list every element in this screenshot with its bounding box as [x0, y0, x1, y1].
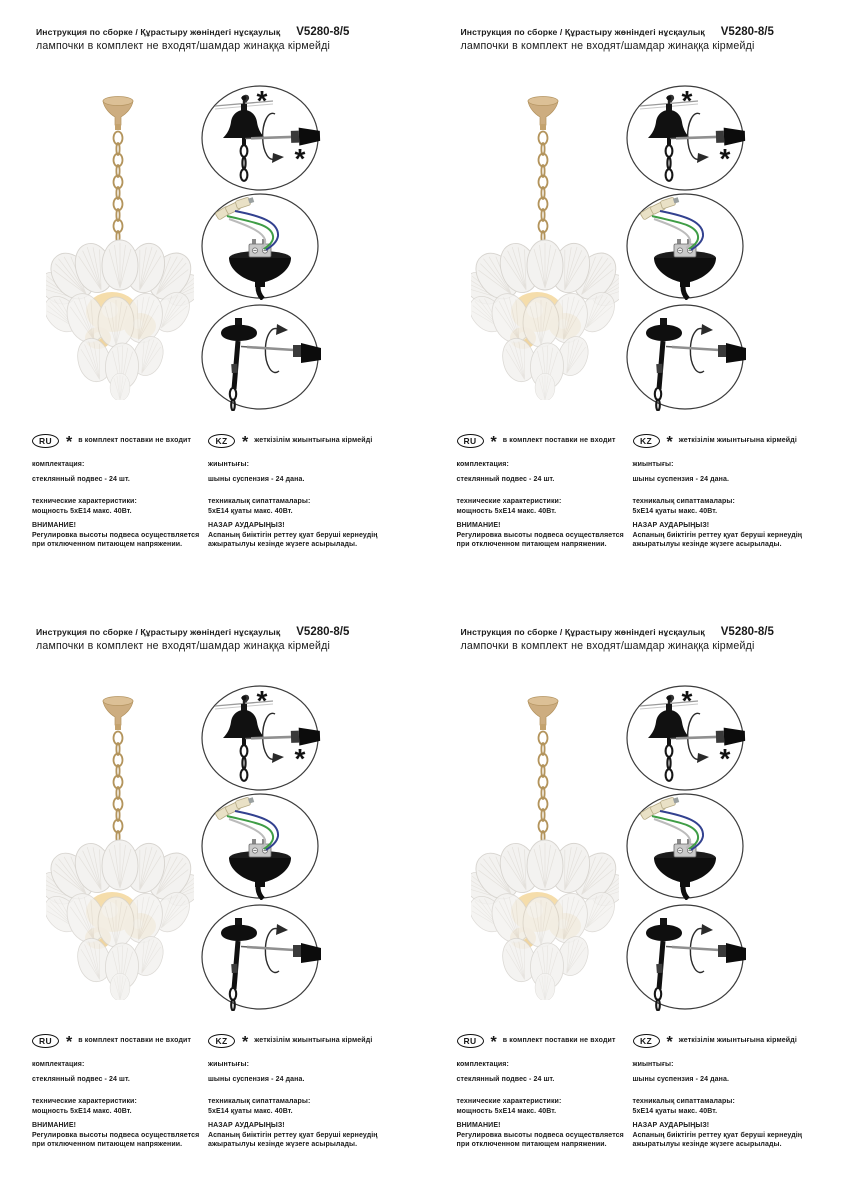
sheet-header	[461, 26, 831, 52]
assembly-title: Инструкция по сборке / Құрастыру жөніндегі нұсқаулық	[460, 27, 705, 37]
ru-kit-label: комплектация:	[456, 461, 509, 468]
ru-kit-item: стеклянный подвес - 24 шт.	[32, 1075, 130, 1083]
kz-not-included-note: жеткізілім жиынтығына кірмейді	[254, 1037, 373, 1044]
kz-warning-text: Аспаның биіктігін реттеу қуат беруші кернеудің ажыратылуы кезінде жүзеге асырылады.	[632, 1131, 803, 1148]
kz-section	[633, 1034, 838, 1150]
ru-kit-label: комплектация:	[32, 1061, 85, 1068]
ru-tech-label: технические характеристики:	[32, 1098, 137, 1105]
ru-section	[457, 1034, 637, 1150]
ru-section	[457, 434, 637, 550]
kz-kit-label: жиынтығы:	[208, 1061, 250, 1068]
model-number: V5280-8/5	[296, 626, 350, 638]
ru-kit-label: комплектация:	[32, 461, 85, 468]
kz-kit-label: жиынтығы:	[632, 461, 674, 468]
kz-kit-item: шыны суспензия - 24 дана.	[208, 1075, 305, 1083]
kz-lang-row	[633, 434, 838, 451]
kz-warning-text: Аспаның биіктігін реттеу қуат беруші кернеудің ажыратылуы кезінде жүзеге асырылады.	[208, 1131, 378, 1148]
bulbs-note: лампочки в комплект не входят/шамдар жинаққа кірмейді	[460, 40, 755, 52]
asterisk-icon: *	[256, 85, 268, 116]
kz-kit-label: жиынтығы:	[208, 461, 250, 468]
model-number: V5280-8/5	[296, 26, 350, 38]
bulbs-note: лампочки в комплект не входят/шамдар жинаққа кірмейді	[460, 640, 755, 652]
asterisk-icon: *	[719, 143, 730, 174]
kz-not-included-note: жеткізілім жиынтығына кірмейді	[678, 1037, 797, 1044]
kz-not-included-note: жеткізілім жиынтығына кірмейді	[254, 437, 373, 444]
ru-warning-title: ВНИМАНИЕ!	[456, 522, 501, 529]
asterisk-icon: *	[666, 434, 673, 451]
ru-tech-label: технические характеристики:	[32, 498, 137, 505]
chain-icon	[114, 132, 123, 255]
model-number: V5280-8/5	[720, 626, 774, 638]
ru-kit-item: стеклянный подвес - 24 шт.	[32, 475, 130, 483]
instruction-sheet	[0, 600, 425, 1200]
asterisk-icon: *	[681, 685, 692, 716]
instruction-sheet	[425, 0, 849, 600]
step2-wiring-diagram	[199, 192, 321, 300]
ru-kit-item: стеклянный подвес - 24 шт.	[456, 475, 555, 483]
kz-warning-title: НАЗАР АУДАРЫҢЫЗ!	[208, 1122, 285, 1129]
kz-badge: KZ	[633, 434, 660, 448]
kz-section	[208, 1034, 413, 1150]
ru-kit-item: стеклянный подвес - 24 шт.	[456, 1075, 555, 1083]
kz-badge: KZ	[208, 1034, 235, 1048]
kz-tech-value: 5хЕ14 қуаты макс. 40Вт.	[632, 1107, 718, 1115]
header-line1	[36, 626, 406, 638]
bulbs-note: лампочки в комплект не входят/шамдар жинаққа кірмейді	[36, 40, 331, 52]
ru-tech-label: технические характеристики:	[456, 498, 562, 505]
kz-warning-title: НАЗАР АУДАРЫҢЫЗ!	[632, 1122, 710, 1129]
ru-tech-value: мощность 5хЕ14 макс. 40Вт.	[456, 1107, 557, 1115]
ru-warning-text: Регулировка высоты подвеса осуществляется при отключенном питающем напряжении.	[32, 1131, 200, 1148]
step1-mount-diagram	[199, 84, 321, 192]
ru-badge: RU	[32, 1034, 59, 1048]
asterisk-icon: *	[719, 743, 730, 774]
ru-warning-title: ВНИМАНИЕ!	[32, 1122, 77, 1129]
ru-badge: RU	[457, 434, 484, 448]
step2-wiring-diagram	[624, 792, 746, 900]
step2-wiring-diagram	[199, 792, 321, 900]
ru-section	[32, 434, 212, 550]
ru-not-included-note: в комплект поставки не входит	[78, 1037, 192, 1044]
sheet-header	[36, 26, 406, 52]
kz-kit-label: жиынтығы:	[632, 1061, 674, 1068]
gold-canopy-icon	[103, 697, 133, 731]
ru-not-included-note: в комплект поставки не входит	[78, 437, 192, 444]
step3-adjust-diagram	[624, 903, 746, 1011]
ru-section	[32, 1034, 212, 1150]
assembly-title: Инструкция по сборке / Құрастыру жөніндегі нұсқаулық	[36, 627, 281, 637]
ru-warning-title: ВНИМАНИЕ!	[32, 522, 77, 529]
ru-tech-value: мощность 5хЕ14 макс. 40Вт.	[456, 507, 557, 515]
sheet-header	[36, 626, 406, 652]
asterisk-icon: *	[66, 1034, 73, 1051]
ru-tech-label: технические характеристики:	[456, 1098, 562, 1105]
kz-warning-title: НАЗАР АУДАРЫҢЫЗ!	[632, 522, 710, 529]
ru-tech-value: мощность 5хЕ14 макс. 40Вт.	[32, 1107, 132, 1115]
instruction-sheet	[0, 0, 425, 600]
kz-kit-item: шыны суспензия - 24 дана.	[632, 1075, 730, 1083]
gold-canopy-icon	[528, 697, 558, 731]
bulbs-note: лампочки в комплект не входят/шамдар жинаққа кірмейді	[36, 640, 331, 652]
kz-badge: KZ	[633, 1034, 660, 1048]
asterisk-icon: *	[242, 434, 249, 451]
kz-warning-text: Аспаның биіктігін реттеу қуат беруші кернеудің ажыратылуы кезінде жүзеге асырылады.	[208, 531, 378, 548]
chain-icon	[538, 732, 547, 855]
step1-mount-diagram	[624, 84, 746, 192]
model-number: V5280-8/5	[720, 26, 774, 38]
kz-tech-label: техникалық сипаттамалары:	[208, 1098, 311, 1105]
kz-section	[208, 434, 413, 550]
asterisk-icon: *	[294, 743, 306, 774]
chandelier-illustration	[46, 688, 194, 1000]
asterisk-icon: *	[666, 1034, 673, 1051]
chandelier-illustration	[471, 88, 619, 400]
kz-warning-title: НАЗАР АУДАРЫҢЫЗ!	[208, 522, 285, 529]
ru-not-included-note: в комплект поставки не входит	[502, 1037, 616, 1044]
asterisk-icon: *	[256, 685, 268, 716]
ru-tech-value: мощность 5хЕ14 макс. 40Вт.	[32, 507, 132, 515]
step3-adjust-diagram	[199, 303, 321, 411]
ru-badge: RU	[457, 1034, 484, 1048]
kz-lang-row	[208, 1034, 413, 1051]
kz-badge: KZ	[208, 434, 235, 448]
step1-mount-diagram	[199, 684, 321, 792]
step3-adjust-diagram	[624, 303, 746, 411]
gold-canopy-icon	[103, 97, 133, 131]
ru-warning-text: Регулировка высоты подвеса осуществляется при отключенном питающем напряжении.	[456, 531, 624, 548]
header-line1	[461, 26, 831, 38]
kz-tech-value: 5хЕ14 қуаты макс. 40Вт.	[632, 507, 718, 515]
kz-lang-row	[633, 1034, 838, 1051]
kz-kit-item: шыны суспензия - 24 дана.	[208, 475, 305, 483]
kz-tech-label: техникалық сипаттамалары:	[632, 498, 735, 505]
kz-section	[633, 434, 838, 550]
ru-lang-row	[32, 1034, 212, 1051]
ru-lang-row	[32, 434, 212, 451]
chandelier-illustration	[471, 688, 619, 1000]
gold-canopy-icon	[528, 97, 558, 131]
ru-kit-label: комплектация:	[456, 1061, 509, 1068]
kz-tech-value: 5хЕ14 қуаты макс. 40Вт.	[208, 507, 293, 515]
kz-not-included-note: жеткізілім жиынтығына кірмейді	[678, 437, 797, 444]
ru-warning-text: Регулировка высоты подвеса осуществляется при отключенном питающем напряжении.	[32, 531, 200, 548]
kz-tech-label: техникалық сипаттамалары:	[632, 1098, 735, 1105]
sheet-header	[461, 626, 831, 652]
ru-badge: RU	[32, 434, 59, 448]
assembly-title: Инструкция по сборке / Құрастыру жөніндегі нұсқаулық	[36, 27, 281, 37]
header-line1	[461, 626, 831, 638]
chain-icon	[114, 732, 123, 855]
chain-icon	[538, 132, 547, 255]
asterisk-icon: *	[242, 1034, 249, 1051]
ru-lang-row	[457, 1034, 637, 1051]
ru-not-included-note: в комплект поставки не входит	[502, 437, 616, 444]
assembly-title: Инструкция по сборке / Құрастыру жөніндегі нұсқаулық	[460, 627, 705, 637]
instruction-sheet	[425, 600, 849, 1200]
asterisk-icon: *	[294, 143, 306, 174]
kz-lang-row	[208, 434, 413, 451]
kz-tech-value: 5хЕ14 қуаты макс. 40Вт.	[208, 1107, 293, 1115]
ru-warning-text: Регулировка высоты подвеса осуществляется при отключенном питающем напряжении.	[456, 1131, 624, 1148]
kz-warning-text: Аспаның биіктігін реттеу қуат беруші кернеудің ажыратылуы кезінде жүзеге асырылады.	[632, 531, 803, 548]
kz-tech-label: техникалық сипаттамалары:	[208, 498, 311, 505]
chandelier-illustration	[46, 88, 194, 400]
ru-lang-row	[457, 434, 637, 451]
kz-kit-item: шыны суспензия - 24 дана.	[632, 475, 730, 483]
asterisk-icon: *	[681, 85, 692, 116]
header-line1	[36, 26, 406, 38]
asterisk-icon: *	[490, 434, 497, 451]
step3-adjust-diagram	[199, 903, 321, 1011]
asterisk-icon: *	[66, 434, 73, 451]
step2-wiring-diagram	[624, 192, 746, 300]
ru-warning-title: ВНИМАНИЕ!	[456, 1122, 501, 1129]
step1-mount-diagram	[624, 684, 746, 792]
asterisk-icon: *	[490, 1034, 497, 1051]
